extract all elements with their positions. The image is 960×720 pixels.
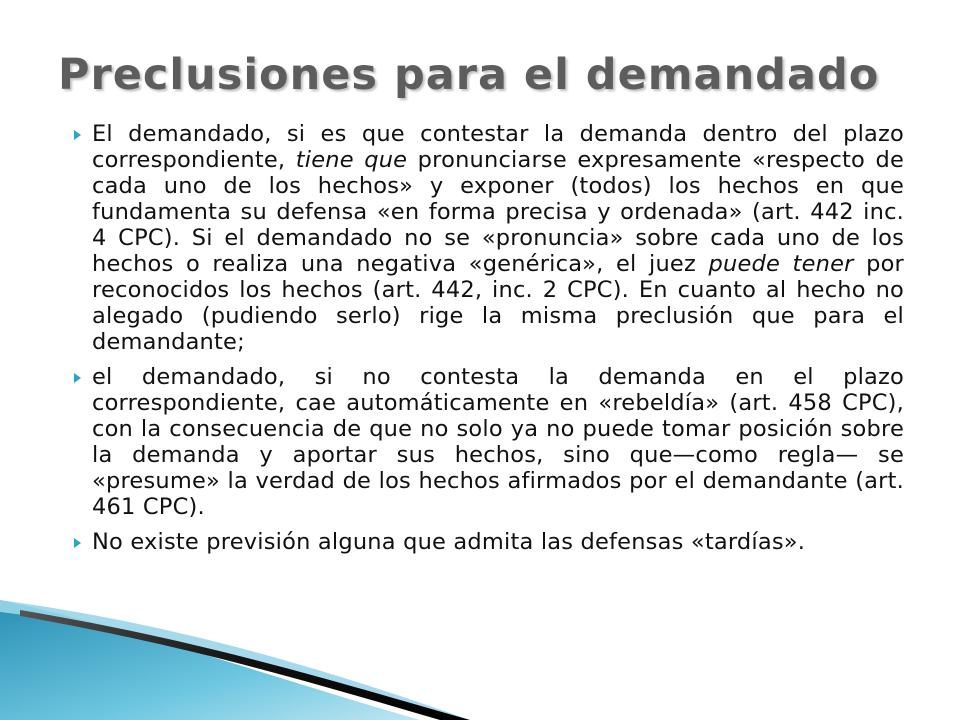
bullet-item	[74, 121, 904, 355]
text-segment: el demandado, si no contesta la demanda en el plazo correspondiente, cae automáticamente en «rebeldía» (art. 458 CPC), con la consecuencia de que no solo ya no puede tomar posición sobre la demanda y aportar sus hechos, sino que—como regla— se «presume» la verdad de los hechos afirmados por el demandante (art. 461 CPC).	[92, 364, 904, 520]
text-segment: pronunciarse expresamente «respecto de cada uno de los hechos» y exponer (todos) los hechos en que fundamenta su defensa «en forma precisa y ordenada» (art. 442 inc. 4 CPC). Si el demandado no se «pronuncia» sobre cada uno de los hechos o realiza una negativa «genérica», el juez	[92, 147, 904, 277]
decorative-swoosh	[0, 560, 960, 720]
text-segment: El demandado, si es que contestar la demanda dentro del plazo correspondiente,	[92, 121, 904, 173]
bullet-text	[92, 121, 904, 355]
triangle-bullet-icon	[74, 373, 81, 383]
italic-text: tiene que	[295, 147, 408, 173]
bullet-item	[74, 529, 904, 555]
text-segment: No existe previsión alguna que admita las defensas «tardías».	[92, 529, 806, 555]
bullet-item	[74, 364, 904, 520]
triangle-bullet-icon	[74, 538, 81, 548]
bullet-text	[92, 529, 904, 555]
slide-title: Preclusiones para el demandado	[58, 50, 880, 100]
bullet-list	[74, 121, 904, 564]
triangle-bullet-icon	[74, 130, 81, 140]
bullet-text	[92, 364, 904, 520]
text-segment: por reconocidos los hechos (art. 442, inc. 2 CPC). En cuanto al hecho no alegado (pudiendo serlo) rige la misma preclusión que para el demandante;	[92, 251, 904, 355]
italic-text: puede tener	[708, 251, 854, 277]
